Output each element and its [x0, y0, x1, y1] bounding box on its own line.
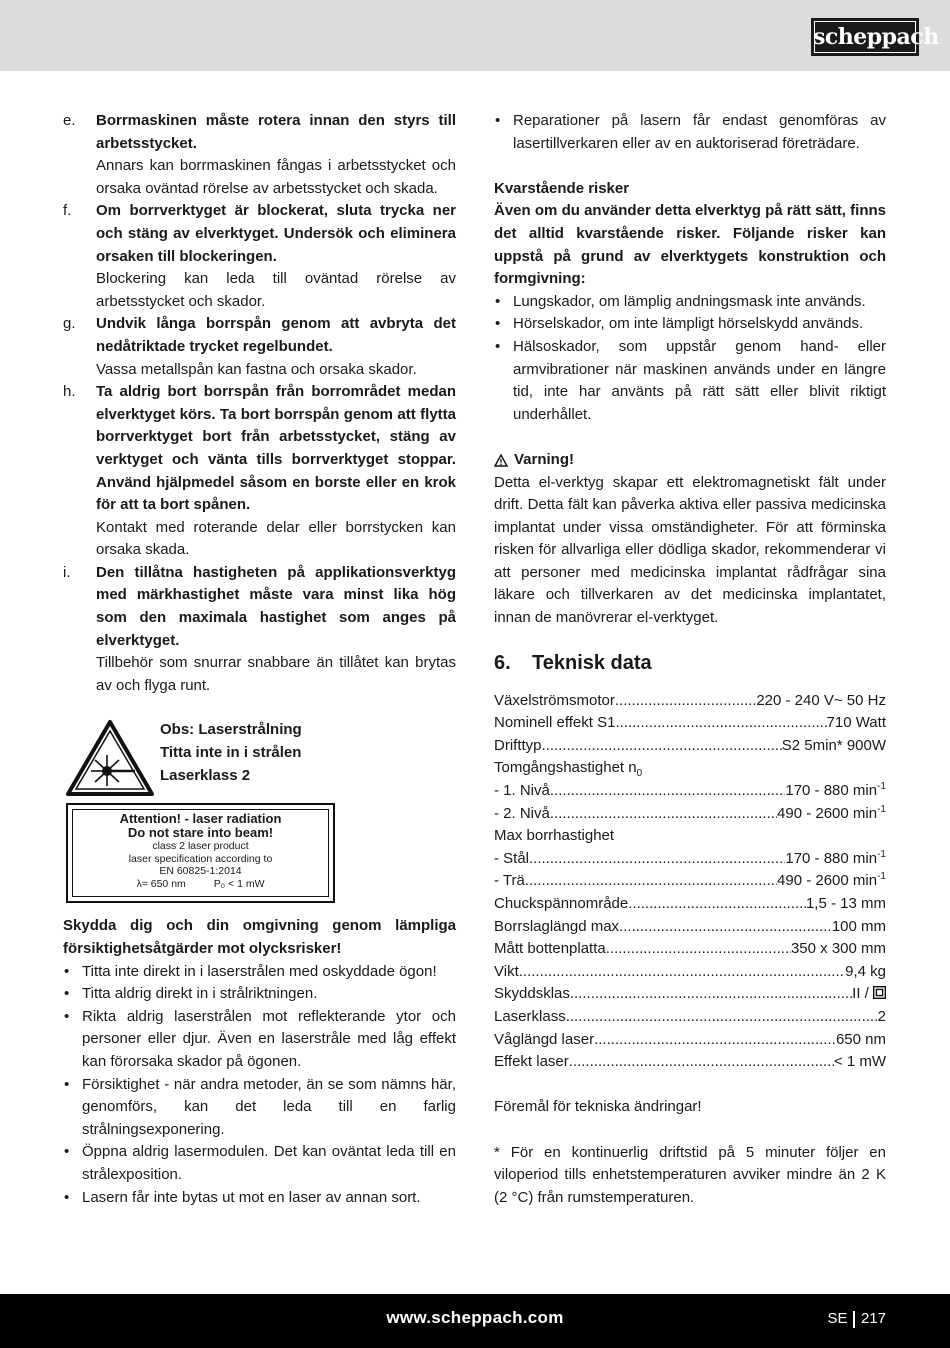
- website-link[interactable]: www.scheppach.com: [386, 1308, 564, 1327]
- section-heading: 6. Teknisk data: [494, 651, 652, 674]
- bullet-item: • Öppna aldrig lasermodulen. Det kan oväntat leda till en strålexposition.: [63, 1141, 456, 1186]
- spec-row: Max borrhastighet: [494, 827, 615, 845]
- list-item-h: h. Ta aldrig bort borrspån från borrområdet medan elverktyget körs. Ta bort borrspån genom att flytta borrverktyget bort från arbetsstycket, stäng av verktyget och vänta tills borrverktyget stoppar. Använd hjälpmedel såsom en borste eller en krok för att ta bort spånen. Kontakt med roterande delar eller borrstycken kan orsaka skada.: [63, 383, 456, 559]
- bullet-item: • Rikta aldrig laserstrålen mot reflekterande ytor och personer eller djur. Även en laserstråle med låg effekt kan förorsaka skador på ögonen.: [63, 1006, 456, 1074]
- left-column: [63, 110, 456, 1209]
- laser-label: Attention! - laser radiation Do not stare into beam! class 2 laser product laser specification according to EN 60825-1:2014 λ= 650 nm P₀ < 1 mW: [66, 803, 335, 903]
- spec-row: - Stål ..... 170 - 880 $\min^{-1}$: [494, 848, 886, 871]
- list-item-e: e. Borrmaskinen måste rotera innan den styrs till arbetsstycket. Annars kan borrmaskinen fångas i arbetsstycket och orsaka oväntad rörelse av arbetsstycket och skada.: [63, 112, 456, 197]
- bullet-item: • Lungskador, om lämplig andningsmask inte används.: [494, 291, 886, 314]
- list-item-f: f. Om borrverktyget är blockerat, sluta trycka ner och stäng av elverktyget. Undersök och eliminera orsaken till blockeringen. Blockering kan leda till oväntad rörelse av arbetsstycket och skador.: [63, 202, 456, 310]
- spec-row: Laserklass ..... 2: [494, 1006, 886, 1029]
- spec-row: Mått bottenplatta ..... 350 x 300 mm: [494, 938, 886, 961]
- spec-row: Nominell effekt S1 ..... 710 Watt: [494, 712, 886, 735]
- spec-row: - 2. Nivå ..... 490 - 2600 $\min^{-1}$: [494, 803, 886, 826]
- spec-row: Våglängd laser ..... 650 nm: [494, 1029, 886, 1052]
- spec-row: Chuckspännområde ..... 1,5 - 13 mm: [494, 893, 886, 916]
- bullet-item: • Titta aldrig direkt in i strålriktningen.: [63, 983, 456, 1006]
- list-item-i: i. Den tillåtna hastigheten på applikationsverktyg med märkhastighet måste vara minst lika hög som den maximala hastighet som anges på elverktyget. Tillbehör som snurrar snabbare än tillåtet kan brytas av och flyga runt.: [63, 563, 456, 694]
- footer-bar: [0, 1294, 950, 1348]
- bullet-item: • Försiktighet - när andra metoder, än se som nämns här, genomförs, kan det leda till en farlig strålningsexponering.: [63, 1074, 456, 1142]
- residual-title: Kvarstående risker: [494, 179, 630, 197]
- spec-row: Effekt laser ..... < 1 mW: [494, 1051, 886, 1074]
- bullet-item: • Lasern får inte bytas ut mot en laser av annan sort.: [63, 1187, 456, 1210]
- laser-warning-block: [63, 719, 456, 915]
- bullet-item: • Reparationer på lasern får endast genomföras av lasertillverkaren eller av en auktoriserad företrädare.: [494, 110, 886, 155]
- bullet-item: • Hälsoskador, som uppstår genom hand- eller armvibrationer när maskinen används under en längre tid, inte har använts på rätt sätt eller blivit riktigt underhållet.: [494, 336, 886, 426]
- protect-heading: Skydda dig och din omgivning genom lämpliga försiktighetsåtgärder mot olycksrisker!: [63, 917, 456, 958]
- spec-row: Tomgångshastighet $n_0$: [494, 759, 643, 780]
- protection-class-icon: [873, 986, 886, 999]
- spec-row: Borrslaglängd max ..... 100 mm: [494, 916, 886, 939]
- warning-triangle-icon: [494, 454, 508, 467]
- laser-warning-icon: [65, 719, 155, 797]
- spec-row: - Trä ..... 490 - 2600 $\min^{-1}$: [494, 870, 886, 893]
- spec-row: - 1. Nivå ..... 170 - 880 $\min^{-1}$: [494, 780, 886, 803]
- laser-line-1: Obs: Laserstrålning: [160, 721, 302, 739]
- warning-text: Detta el-verktyg skapar ett elektromagnetiskt fält under drift. Detta fält kan påverka aktiva eller passiva medicinska implantat under vissa omständigheter. För att förminska risken för allvarliga eller dödliga skador, rekommenderar vi att personer med medicinska implantat rådfrågar sina läkare och tillverkaren av det medicinska implantatet, innan de manövrerar el-verktyget.: [494, 473, 886, 627]
- laser-line-2: Titta inte in i strålen: [160, 744, 302, 762]
- bullet-item: • Titta inte direkt in i laserstrålen med oskyddade ögon!: [63, 961, 456, 984]
- spec-row: Drifttyp ..... S2 5min* 900W: [494, 735, 886, 758]
- header-bar: [0, 0, 950, 71]
- page-number: SE 217: [827, 1310, 886, 1327]
- brand-logo: scheppach: [811, 18, 919, 56]
- bullet-item: • Hörselskador, om inte lämpligt hörselskydd används.: [494, 313, 886, 336]
- spec-table: [494, 690, 886, 1074]
- laser-line-3: Laserklass 2: [160, 766, 251, 784]
- residual-intro: Även om du använder detta elverktyg på rätt sätt, finns det alltid kvarstående risker. Följande risker kan uppstå på grund av elverktygets konstruktion och formgivning:: [494, 202, 886, 288]
- right-column: [494, 110, 886, 1209]
- warning-title: Varning!: [494, 449, 886, 472]
- list-item-g: g. Undvik långa borrspån genom att avbryta det nedåtriktade trycket regelbundet. Vassa metallspån kan fastna och orsaka skador.: [63, 315, 456, 378]
- footnote: * För en kontinuerlig driftstid på 5 minuter följer en viloperiod tills enhetstemperaturen avviker mindre än 2 K (2 °C) från rumstemperaturen.: [494, 1143, 886, 1206]
- spec-row: Växelströmsmotor ..... 220 - 240 V~ 50 Hz: [494, 690, 886, 713]
- changes-note: Föremål för tekniska ändringar!: [494, 1098, 702, 1116]
- spec-row: Vikt ..... 9,4 kg: [494, 961, 886, 984]
- spec-row: Skyddsklas ..... II /: [494, 983, 886, 1006]
